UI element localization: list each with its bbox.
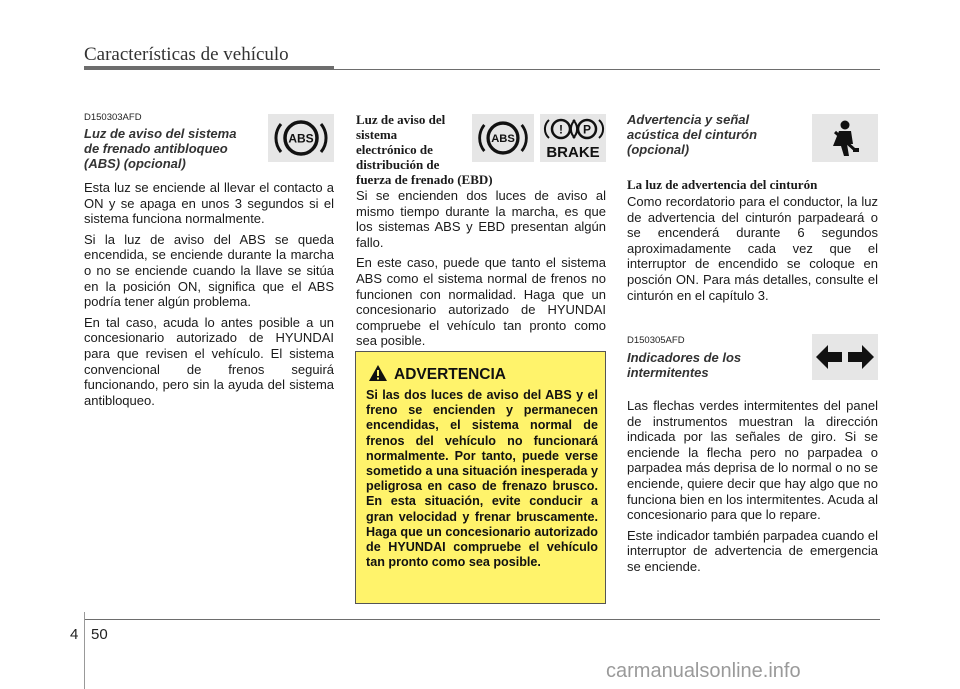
turn-paragraph-1: Las flechas verdes intermitentes del panel de instrumentos muestran la dirección indicada por las señales de giro. Si se enciende la flecha pero no parpadea o parpadea más deprisa de lo normal o no se enciende, quiere decir que hay algo que no funciona bien en los intermitentes. Acuda al concesionario para que lo repare. <box>627 398 878 523</box>
seatbelt-paragraph: Como recordatorio para el conductor, la luz de advertencia del cinturón parpadeará o se encenderá durante 6 segundos aproximadamente cada vez que el interruptor de encendido se coloque en posción ON. Para más detalles, consulte el cinturón en el capítulo 3. <box>627 194 878 303</box>
abs-paragraph-2: Si la luz de aviso del ABS se queda encendida, se enciende durante la marcha o no se enciende cuando la llave se sitúa en la posición ON, significa que el ABS podría tener algún problema. <box>84 231 334 310</box>
abs-paragraph-3: En tal caso, acuda lo antes posible a un concesionario autorizado de HYUNDAI para que revisen el vehículo. El sistema convencional de frenos seguirá funcionando, pero sin la ayuda del sistema antibloqueo. <box>84 314 334 408</box>
abs-icon <box>271 116 331 160</box>
turn-body <box>627 398 878 580</box>
brake-icon <box>541 115 605 161</box>
warning-title: ADVERTENCIA <box>394 366 506 383</box>
seatbelt-heading <box>627 112 757 157</box>
footer-rule <box>84 619 880 620</box>
abs-paragraph-1: Esta luz se enciende al llevar el contacto a ON y se apaga en unos 3 segundos si el sistema funciona normalmente. <box>84 180 334 227</box>
turn-signal-icon-box <box>812 334 878 380</box>
page-header-title: Características de vehículo <box>84 44 289 65</box>
turn-heading-line-2: intermitentes <box>627 365 709 380</box>
ebd-heading-line-4: distribución de <box>356 157 440 172</box>
svg-text:P: P <box>582 122 592 137</box>
seatbelt-heading-line-2: acústica del cinturón <box>627 127 758 142</box>
svg-text:ABS: ABS <box>491 133 515 146</box>
turn-heading-line-1: Indicadores de los <box>627 350 742 365</box>
svg-text:!: ! <box>559 122 563 137</box>
header-bar <box>84 66 334 70</box>
abs-heading-line-3: (ABS) (opcional) <box>84 156 186 171</box>
warning-text: Si las dos luces de aviso del ABS y el freno se encienden y permanecen encendidas, el sistema normal de frenos del vehículo no funcionará normalmente. Por tanto, puede verse sometido a una situación inesperada y peligrosa en caso de frenazo brusco. En esta situación, evite conducir a gran velocidad y frenar bruscamente. Haga que un concesionario autorizado de HYUNDAI compruebe el vehículo tan pronto como sea posible. <box>366 388 598 570</box>
seatbelt-body <box>627 194 878 308</box>
ebd-heading-line-3: electrónico de <box>356 142 433 157</box>
abs-heading-line-1: Luz de aviso del sistema <box>84 126 237 141</box>
seatbelt-heading-line-1: Advertencia y señal <box>627 112 750 127</box>
seatbelt-heading-line-3: (opcional) <box>627 142 690 157</box>
header-rule <box>334 69 880 70</box>
abs-heading-line-2: de frenado antibloqueo <box>84 141 228 156</box>
svg-text:BRAKE: BRAKE <box>546 144 600 161</box>
footer-tick <box>84 612 85 689</box>
abs-icon-box <box>268 114 334 162</box>
abs-icon-small <box>475 116 531 160</box>
warning-triangle-icon <box>368 364 388 382</box>
turn-paragraph-2: Este indicador también parpadea cuando el interruptor de advertencia de emergencia se enciende. <box>627 527 878 574</box>
ebd-abs-icon-box <box>472 114 534 162</box>
section-code-turn: D150305AFD <box>627 335 685 346</box>
brake-icon-box <box>540 114 606 162</box>
page-number: 50 <box>91 626 108 643</box>
ebd-heading-line-2: sistema <box>356 127 398 142</box>
ebd-paragraph-2: En este caso, puede que tanto el sistema ABS como el sistema normal de frenos no funcionen con normalidad. Haga que un concesionario autorizado de HYUNDAI compruebe el vehículo tan pronto como sea posible. <box>356 255 606 349</box>
abs-body <box>84 180 334 413</box>
seatbelt-icon <box>823 116 867 160</box>
svg-text:ABS: ABS <box>288 131 314 146</box>
turn-arrows-icon <box>814 342 876 372</box>
seatbelt-icon-box <box>812 114 878 162</box>
turn-heading <box>627 350 741 380</box>
ebd-paragraph-1: Si se encienden dos luces de aviso al mismo tiempo durante la marcha, es que los sistemas ABS y EBD presentan algún fallo. <box>356 188 606 250</box>
ebd-heading-line-1: Luz de aviso del <box>356 112 446 127</box>
warning-box <box>355 351 606 604</box>
ebd-body <box>356 188 606 354</box>
section-number: 4 <box>70 626 79 643</box>
abs-heading <box>84 126 236 171</box>
section-code-abs: D150303AFD <box>84 112 142 123</box>
ebd-heading-line-5: fuerza de frenado (EBD) <box>356 172 493 187</box>
watermark: carmanualsonline.info <box>606 660 801 682</box>
seatbelt-subheading: La luz de advertencia del cinturón <box>627 177 818 192</box>
